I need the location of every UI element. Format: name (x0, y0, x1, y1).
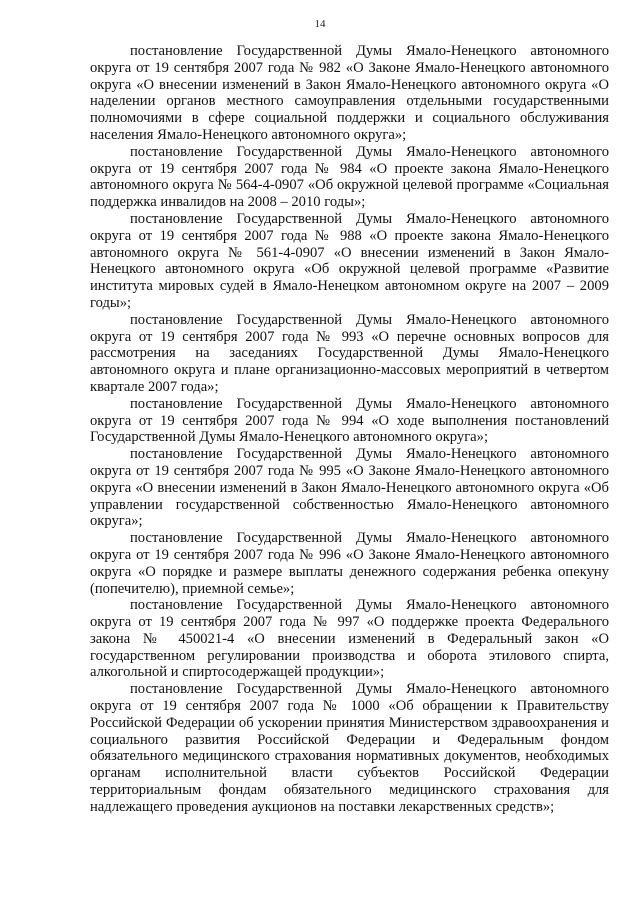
list-item: постановление Государственной Думы Ямало-Ненецкого автономного округа от 19 сентября 2007 года № 994 «О ходе выполнения постановлений Государственной Думы Ямало-Ненецкого автономного округа»; (90, 395, 609, 446)
list-item: постановление Государственной Думы Ямало-Ненецкого автономного округа от 19 сентября 2007 года № 996 «О Законе Ямало-Ненецкого автономного округа «О порядке и размере выплаты денежного содержания ребенка опекуну (попечителю), приемной семье»; (90, 530, 609, 597)
document-body (90, 43, 609, 816)
list-item: постановление Государственной Думы Ямало-Ненецкого автономного округа от 19 сентября 2007 года № 984 «О проекте закона Ямало-Ненецкого автономного округа № 564-4-0907 «Об окружной целевой программе «Социальная поддержка инвалидов на 2008 – 2010 годы»; (90, 143, 609, 211)
list-item: постановление Государственной Думы Ямало-Ненецкого автономного округа от 19 сентября 2007 года № 1000 «Об обращении к Правительству Российской Федерации об ускорении принятия Министерством здравоохранения и социального развития Российской Федерации и Федеральным фондом обязательного медицинского страхования нормативных документов, необходимых органам исполнительной власти субъектов Российской Федерации территориальным фондам обязательного медицинского страхования для надлежащего проведения аукционов на поставки лекарственных средств»; (90, 681, 609, 815)
list-item: постановление Государственной Думы Ямало-Ненецкого автономного округа от 19 сентября 2007 года № 988 «О проекте закона Ямало-Ненецкого автономного округа № 561-4-0907 «О внесении изменений в Закон Ямало-Ненецкого автономного округа «Об окружной целевой программе «Развитие института мировых судей в Ямало-Ненецком автономном округе на 2007 – 2009 годы»; (90, 210, 609, 311)
list-item: постановление Государственной Думы Ямало-Ненецкого автономного округа от 19 сентября 2007 года № 982 «О Законе Ямало-Ненецкого автономного округа «О внесении изменений в Закон Ямало-Ненецкого автономного округа «О наделении органов местного самоуправления отдельными государственными полномочиями в сфере социальной поддержки и социального обслуживания населения Ямало-Ненецкого автономного округа»; (90, 43, 609, 143)
list-item: постановление Государственной Думы Ямало-Ненецкого автономного округа от 19 сентября 2007 года № 995 «О Законе Ямало-Ненецкого автономного округа «О внесении изменений в Закон Ямало-Ненецкого автономного округа «Об управлении государственной собственностью Ямало-Ненецкого автономного округа»; (90, 446, 609, 530)
list-item: постановление Государственной Думы Ямало-Ненецкого автономного округа от 19 сентября 2007 года № 997 «О поддержке проекта Федерального закона № 450021-4 «О внесении изменений в Федеральный закон «О государственном регулировании производства и оборота этилового спирта, алкогольной и спиртосодержащей продукции»; (90, 597, 609, 681)
list-item: постановление Государственной Думы Ямало-Ненецкого автономного округа от 19 сентября 2007 года № 993 «О перечне основных вопросов для рассмотрения на заседаниях Государственной Думы Ямало-Ненецкого автономного округа и плане организационно-массовых мероприятий в четвертом квартале 2007 года»; (90, 311, 609, 395)
page-number: 14 (314, 18, 326, 30)
